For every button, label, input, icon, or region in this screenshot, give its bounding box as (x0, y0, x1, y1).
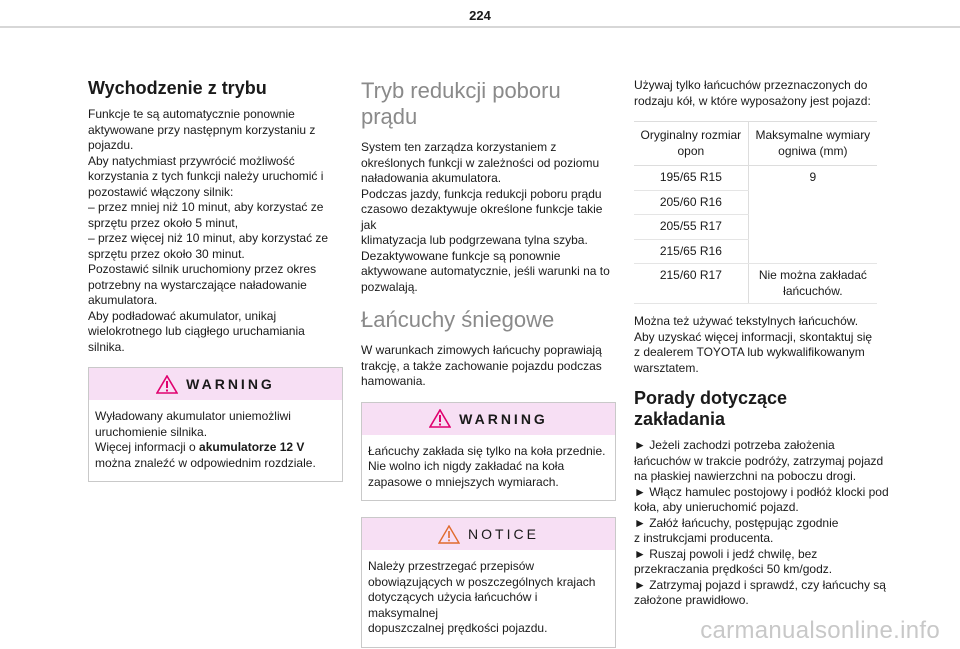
text-line: Wyładowany akumulator uniemożliwi (95, 409, 291, 423)
warning-box (88, 367, 343, 482)
list-item: ► Zatrzymaj pojazd i sprawdź, czy łańcuchy są (634, 577, 886, 592)
section-heading-exit-mode: Wychodzenie z trybu (88, 78, 267, 98)
text-line: pozostawić włączony silnik: (88, 184, 234, 199)
text-line: aktywowane przy następnym korzystaniu z (88, 122, 316, 137)
tyre-size-cell: 205/55 R17 (634, 215, 748, 240)
list-item: koła, aby unieruchomić pojazd. (634, 500, 799, 514)
list-item: ► Włącz hamulec postojowy i podłóż klocki pod (634, 484, 889, 499)
text-line: czasowo dezaktywuje określone funkcje takie jak (361, 202, 603, 232)
watermark: carmanualsonline.info (700, 617, 940, 644)
text-line: dotyczących użycia łańcuchów i maksymalnej (368, 590, 538, 620)
text-line: Podczas jazdy, funkcja redukcji poboru prądu (361, 186, 602, 201)
text-line: Aby natychmiast przywrócić możliwość (88, 153, 295, 168)
text-line: trakcję, a także zachowanie pojazdu podczas (361, 358, 602, 373)
text-line: warsztatem. (634, 360, 699, 375)
text-line: potrzebny na wystarczające naładowanie (88, 277, 307, 292)
list-item: założone prawidłowo. (634, 593, 749, 607)
warning-triangle-icon (429, 409, 451, 428)
notice-title: NOTICE (468, 526, 539, 542)
text-line: uruchomienie silnika. (95, 424, 208, 439)
text-line: zapasowe o mniejszych wymiarach. (368, 474, 559, 489)
warning-title: WARNING (186, 376, 275, 392)
power-reduction-paragraph (361, 140, 616, 295)
tyre-size-cell: 215/65 R16 (634, 239, 748, 264)
text-line: rodzaju kół, w które wyposażony jest pojazd: (634, 93, 871, 108)
notice-body (362, 550, 615, 647)
warning-body (89, 400, 342, 481)
warning-header (89, 368, 342, 400)
heading-line: prądu (361, 104, 418, 129)
list-item: ► Ruszaj powoli i jedź chwilę, bez (634, 546, 818, 561)
text-line: Należy przestrzegać przepisów (368, 559, 535, 573)
table-header-row (634, 122, 877, 166)
link-size-cell (748, 264, 877, 304)
tyre-size-cell: 215/60 R17 (634, 264, 748, 304)
column-2 (361, 78, 616, 648)
text-line: Aby uzyskać więcej informacji, skontaktuj się (634, 329, 873, 344)
fitting-tips-list (634, 438, 889, 609)
bold-text: akumulatorze 12 V (199, 440, 305, 454)
text-line: korzystania z tych funkcji należy uruchomić i (88, 169, 324, 183)
text-line: obowiązujących w poszczególnych krajach (368, 574, 596, 589)
tyre-size-table (634, 121, 877, 304)
warning-box (361, 402, 616, 502)
header-line: opon (677, 143, 705, 158)
notice-header (362, 518, 615, 550)
list-item: z instrukcjami producenta. (634, 531, 774, 545)
text-line: Można też używać tekstylnych łańcuchów. (634, 314, 859, 328)
text-line: określonych funkcji w zależności od poziomu (361, 155, 600, 170)
warning-title: WARNING (459, 410, 548, 427)
text-line: akumulatora. (88, 293, 158, 307)
section-heading-snow-chains: Łańcuchy śniegowe (361, 307, 555, 332)
cell-line: łańcuchów. (783, 283, 843, 298)
list-item: ► Załóż łańcuchy, postępując zgodnie (634, 515, 839, 530)
link-size-cell: 9 (748, 166, 877, 264)
snow-chains-paragraph (361, 343, 616, 390)
text-span: Więcej informacji o (95, 440, 200, 454)
text-line: aktywowane automatycznie, jeśli warunki na to (361, 264, 610, 278)
page-number: 224 (469, 8, 491, 23)
list-item: na płaskiej nawierzchni na poboczu drogi. (634, 469, 857, 483)
heading-line: Tryb redukcji poboru (361, 78, 561, 103)
list-item: przekraczania prędkości 50 km/godz. (634, 562, 833, 576)
text-line: – przez mniej niż 10 minut, aby korzystać ze (88, 200, 324, 214)
heading-line: zakładania (634, 409, 726, 429)
text-line: wielokrotnego lub ciągłego uruchamiania silnika. (88, 324, 305, 354)
text-line: Nie wolno ich nigdy zakładać na koła (368, 459, 565, 473)
heading-line: Porady dotyczące (634, 388, 788, 408)
text-line: Pozostawić silnik uruchomiony przez okres (88, 262, 317, 276)
header-line: Oryginalny rozmiar (640, 128, 742, 142)
table-row (634, 166, 877, 191)
text-line: sprzętu przez około 30 minut. (88, 246, 245, 261)
list-item: łańcuchów w trakcie podróży, zatrzymaj pojazd (634, 453, 884, 468)
section-heading-power-reduction (361, 78, 616, 130)
tyre-size-cell: 195/65 R15 (634, 166, 748, 191)
notice-triangle-icon (438, 525, 460, 544)
text-line: sprzętu przez około 5 minut, (88, 215, 239, 230)
text-line: W warunkach zimowych łańcuchy poprawiają (361, 343, 602, 357)
text-line: z dealerem TOYOTA lub wykwalifikowanym (634, 345, 865, 359)
column-1 (88, 78, 343, 482)
text-line: Używaj tylko łańcuchów przeznaczonych do (634, 78, 868, 92)
text-line (95, 440, 336, 456)
text-line: Dezaktywowane funkcje są ponownie (361, 248, 561, 263)
text-line: dopuszczalnej prędkości pojazdu. (368, 621, 548, 635)
header-line: Maksymalne wymiary (755, 128, 871, 142)
text-line: Aby podładować akumulator, unikaj (88, 308, 277, 323)
header-divider (0, 26, 960, 28)
text-line: klimatyzacja lub podgrzewana tylna szyba. (361, 233, 588, 247)
text-line: można znaleźć w odpowiednim rozdziale. (95, 455, 316, 470)
notice-box (361, 517, 616, 648)
list-item: ► Jeżeli zachodzi potrzeba założenia (634, 438, 835, 452)
table-row (634, 264, 877, 304)
text-line: naładowania akumulatora. (361, 171, 502, 185)
text-line: System ten zarządza korzystaniem z (361, 140, 557, 154)
tyre-size-cell: 205/60 R16 (634, 190, 748, 215)
exit-mode-paragraph (88, 107, 343, 355)
text-line: pojazdu. (88, 138, 134, 152)
column-header-link-size (748, 122, 877, 166)
column-header-tyre-size (634, 122, 748, 166)
text-line: Funkcje te są automatycznie ponownie (88, 107, 295, 121)
warning-body (362, 435, 615, 501)
header-line: ogniwa (mm) (778, 143, 848, 158)
text-line: hamowania. (361, 374, 426, 388)
textile-chains-paragraph (634, 314, 889, 376)
column-3 (634, 78, 889, 609)
warning-header (362, 403, 615, 435)
text-line: pozwalają. (361, 279, 418, 294)
chains-intro-paragraph (634, 78, 889, 109)
section-heading-fitting-tips (634, 388, 889, 430)
text-line: Łańcuchy zakłada się tylko na koła przednie. (368, 443, 606, 458)
cell-line: Nie można zakładać (758, 268, 867, 282)
text-line: – przez więcej niż 10 minut, aby korzystać ze (88, 231, 329, 245)
warning-triangle-icon (156, 375, 178, 394)
